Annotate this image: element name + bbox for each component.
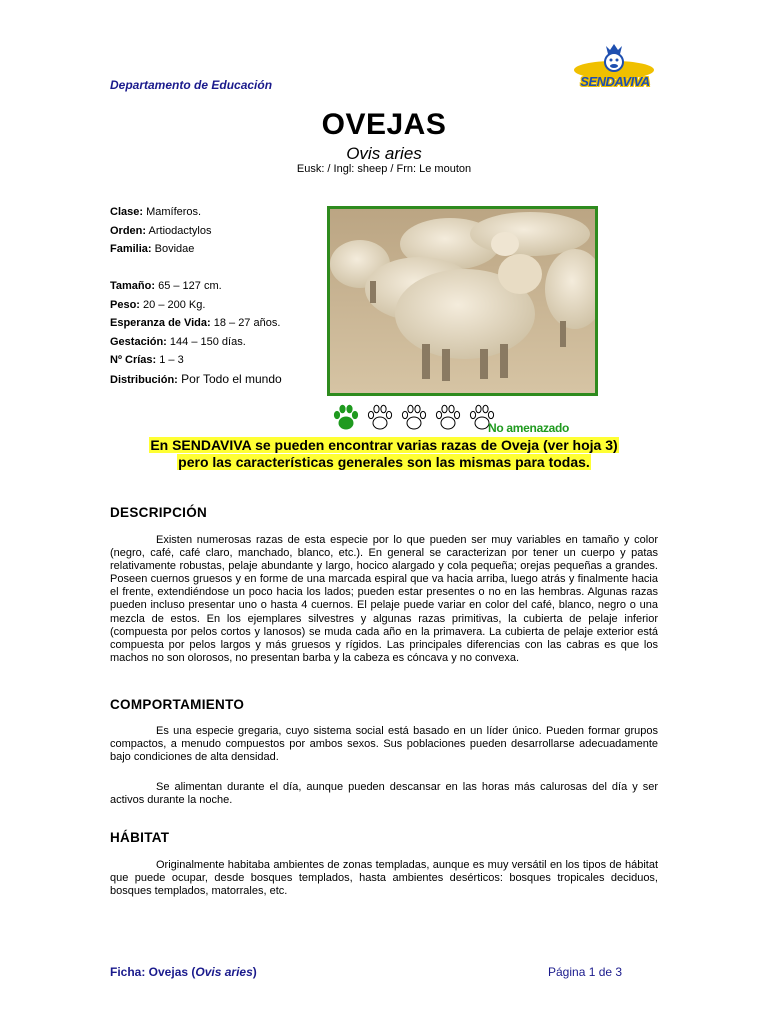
paw-icon bbox=[367, 404, 393, 432]
highlight-line-2: pero las características generales son las mismas para todas. bbox=[178, 454, 590, 470]
fact-clase: Clase: Mamíferos. bbox=[110, 206, 202, 218]
fact-list bbox=[110, 203, 282, 389]
fact-gestacion: Gestación: 144 – 150 días. bbox=[110, 335, 246, 348]
highlight-line-1: En SENDAVIVA se pueden encontrar varias razas de Oveja (ver hoja 3) bbox=[150, 437, 618, 453]
section-heading-descripcion: DESCRIPCIÓN bbox=[110, 505, 208, 520]
paragraph-habitat: Originalmente habitaba ambientes de zonas templadas, aunque es muy versátil en los tipos de hábitat que puede ocupar, desde bosques templados, hasta ambientes desérticos: bosques tropicales deciduos, bosques templados, matorrales, etc. bbox=[110, 859, 658, 898]
paragraph-comportamiento-2: Se alimentan durante el día, aunque pueden descansar en las horas más calurosas del día y ser activos durante la noche. bbox=[110, 781, 658, 807]
section-heading-comportamiento: COMPORTAMIENTO bbox=[110, 697, 245, 712]
fact-peso: Peso: 20 – 200 Kg. bbox=[110, 298, 206, 311]
footer-title: Ficha: Ovejas (Ovis aries) bbox=[110, 965, 257, 979]
page-title: OVEJAS bbox=[321, 108, 447, 141]
common-names: Eusk: / Ingl: sheep / Frn: Le mouton bbox=[296, 163, 472, 175]
department-label: Departamento de Educación bbox=[110, 78, 273, 92]
fact-distribucion: Distribución: Por Todo el mundo bbox=[110, 371, 282, 386]
paragraph-comportamiento-1: Es una especie gregaria, cuyo sistema social está basado en un líder único. Pueden formar grupos compactos, a menudo compuestos por ambos sexos. Sus poblaciones pueden desarrollarse adecuadamente bajo condiciones de alta densidad. bbox=[110, 725, 658, 764]
paw-icon bbox=[401, 404, 427, 432]
fact-crias: Nº Crías: 1 – 3 bbox=[110, 354, 184, 366]
page-number: Página 1 de 3 bbox=[548, 965, 623, 979]
sendaviva-logo bbox=[566, 40, 662, 98]
paw-icon bbox=[333, 404, 359, 432]
fact-esperanza: Esperanza de Vida: 18 – 27 años. bbox=[110, 317, 281, 329]
fact-tamano: Tamaño: 65 – 127 cm. bbox=[110, 280, 222, 292]
paragraph-descripcion: Existen numerosas razas de esta especie por lo que pueden ser muy variables en tamaño y color (negro, café, café claro, manchado, blanco, etc.). En general se caracterizan por tener un cuerpo y patas relativamente robustas, pelaje abundante y largo, hocico alargado y cola pequeña; orejas pequeñas a grandes. Poseen cuernos gruesos y en forme de una marcada espiral que va hacia arriba, luego atrás y finalmente hacia el frente, extendiéndose un poco hacia los lados; pueden estar presentes o no en las hembras. Algunas razas pueden incluso presentar uno o hasta 4 cuernos. El pelaje puede variar en color del café, blanco, negro o una mezcla de estos. En los ejemplares silvestres y algunas razas primitivas, la cubierta de pelaje inferior (compuesta por pelos cortos y lanosos) se muda cada año en la primavera. La cubierta de pelaje exterior está compuesta por pelos largos y más gruesos y rígidos. Las principales diferencias con las cabras es que los machos no son olorosos, no presentan barba y la cabeza es cóncava y no convexa. bbox=[110, 534, 658, 664]
conservation-status: No amenazado bbox=[488, 421, 570, 435]
fact-orden: Orden: Artiodactylos bbox=[110, 224, 212, 237]
fact-familia: Familia: Bovidae bbox=[110, 243, 195, 255]
paw-icon bbox=[435, 404, 461, 432]
sheep-photo bbox=[327, 206, 598, 396]
section-heading-habitat: HÁBITAT bbox=[110, 830, 170, 845]
logo-text: SENDAVIVA bbox=[580, 74, 650, 89]
sheep-image bbox=[330, 209, 595, 393]
scientific-name: Ovis aries bbox=[346, 144, 422, 163]
highlight-note bbox=[0, 437, 768, 471]
